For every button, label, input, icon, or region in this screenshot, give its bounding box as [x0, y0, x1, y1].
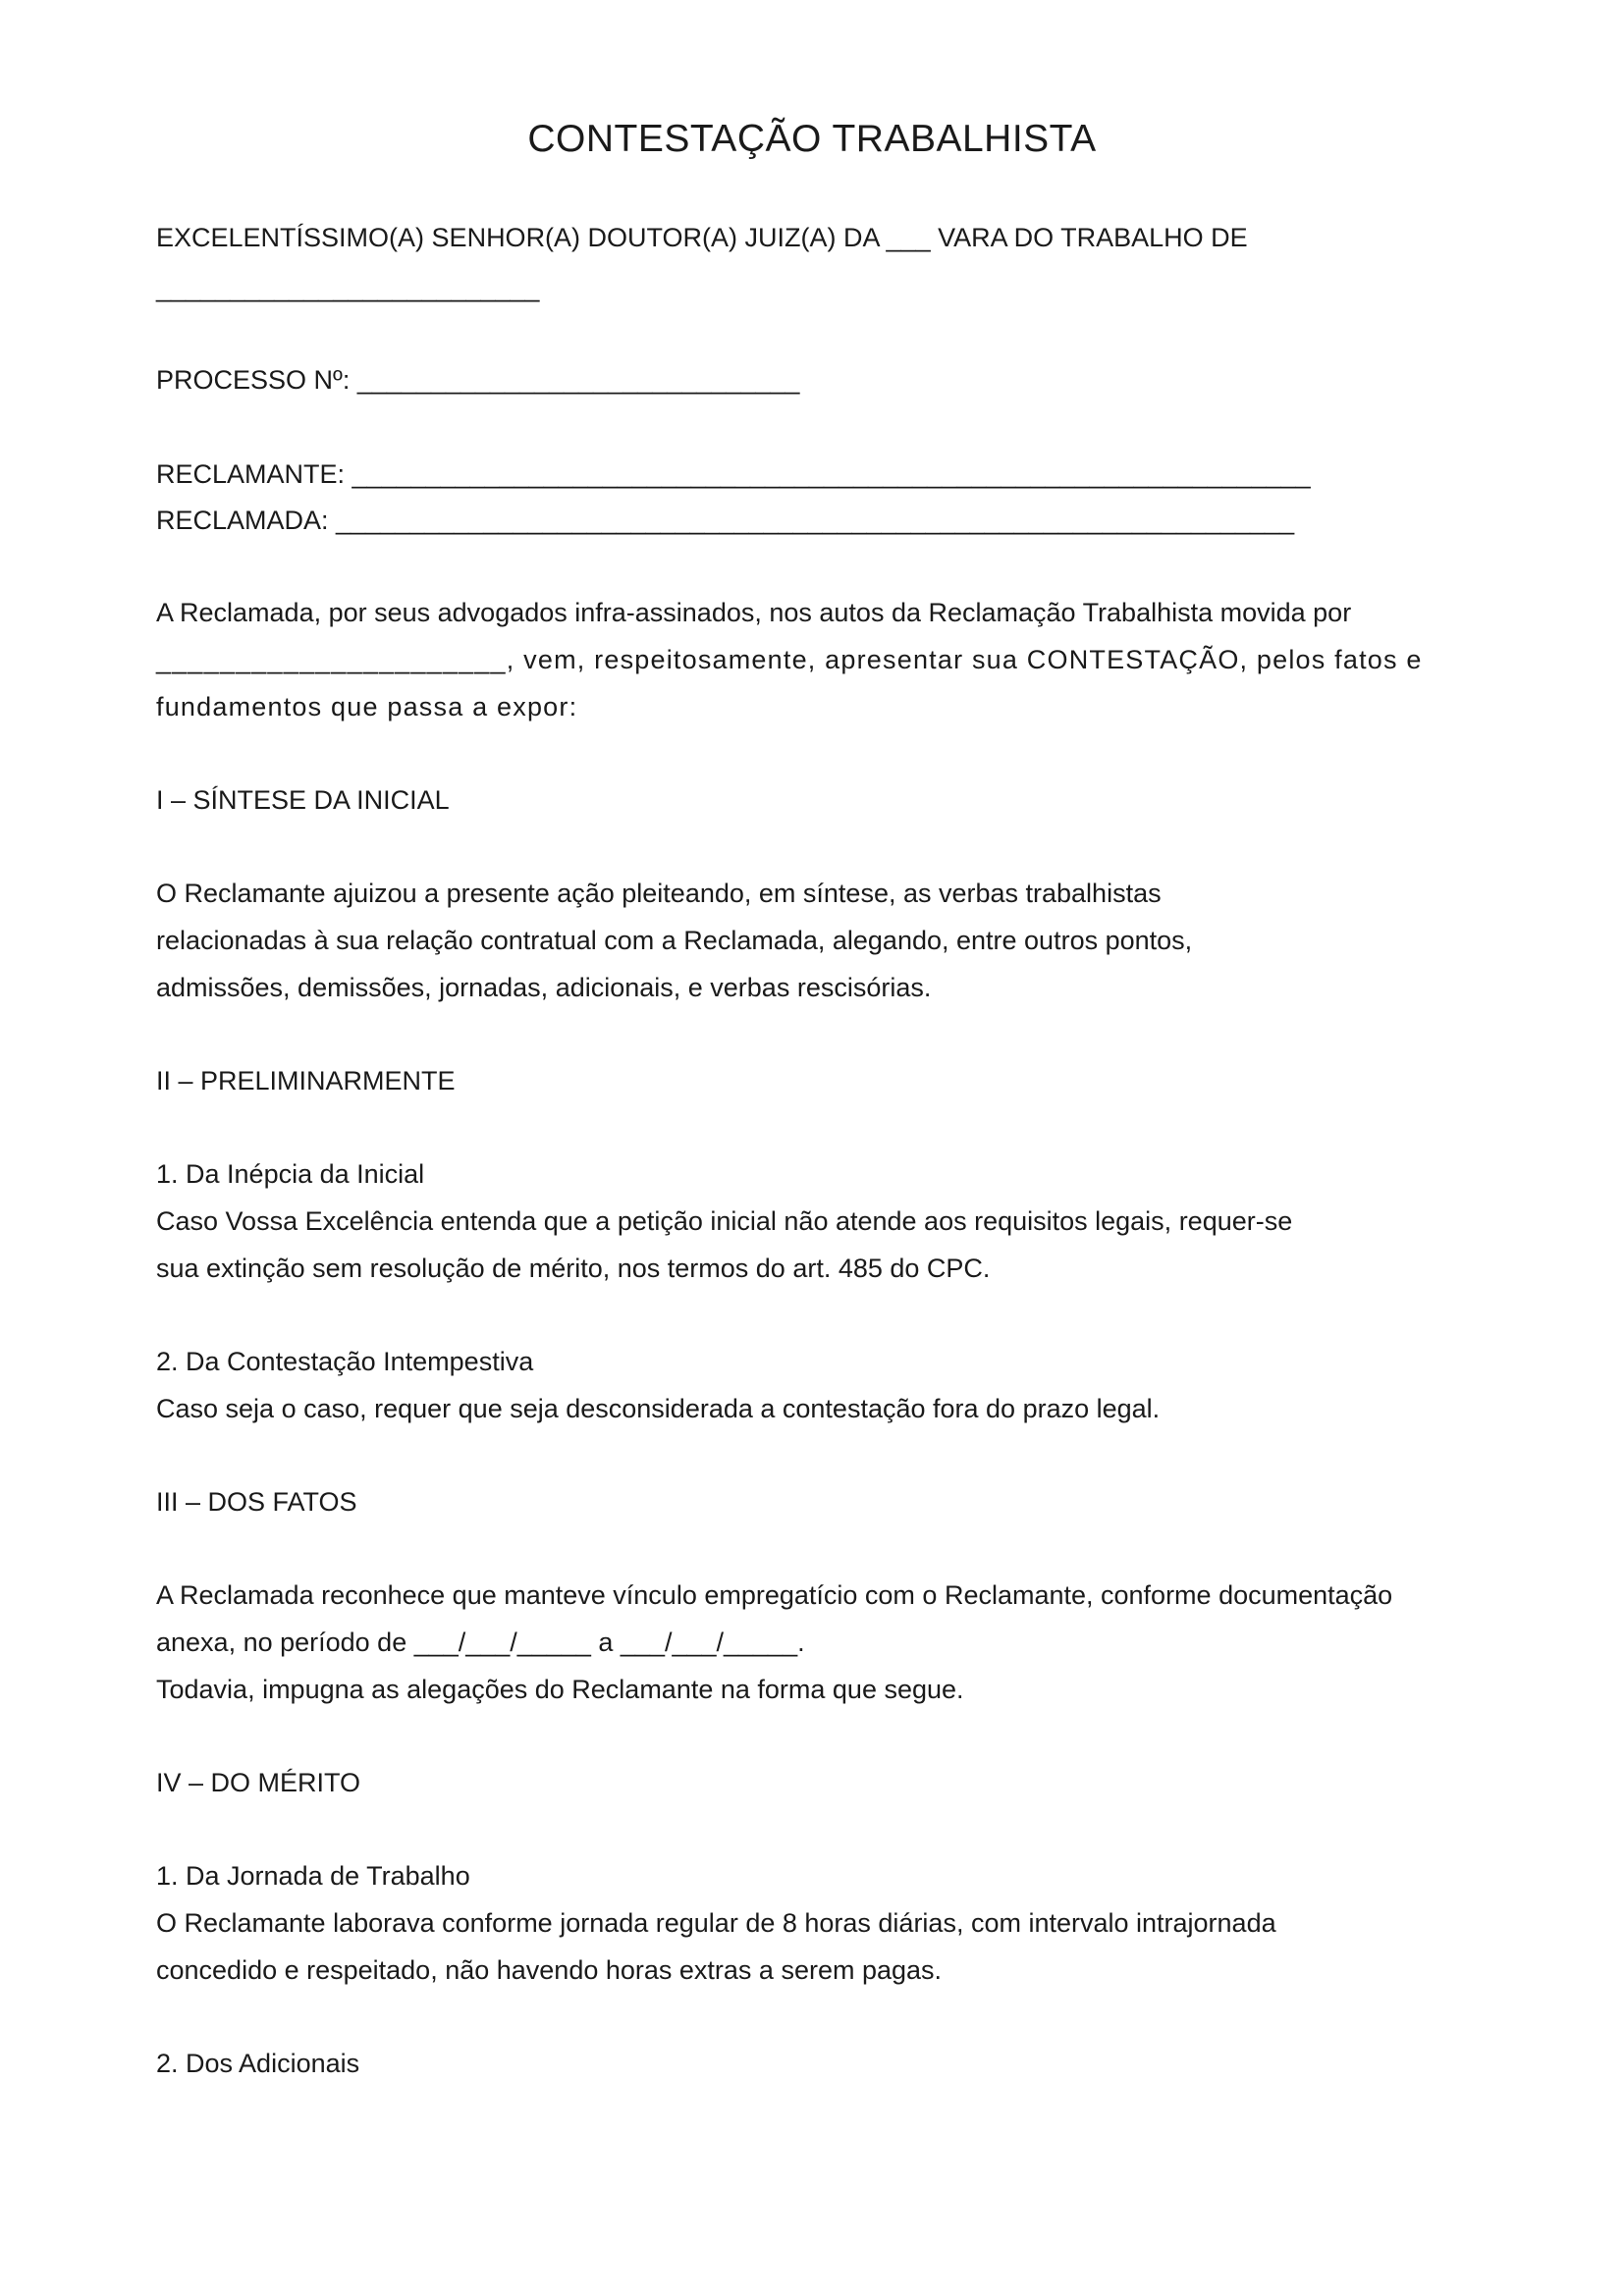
- section-2-item-1-title: 1. Da Inépcia da Inicial: [156, 1159, 425, 1189]
- section-3-line-2: anexa, no período de ___/___/_____ a ___/___/_____.: [156, 1628, 805, 1657]
- section-3-line-3: Todavia, impugna as alegações do Reclamante na forma que segue.: [156, 1675, 964, 1704]
- section-2-item-2-line-1: Caso seja o caso, requer que seja desconsiderada a contestação fora do prazo legal.: [156, 1394, 1161, 1423]
- processo-line: PROCESSO Nº: ______________________________: [156, 365, 800, 395]
- section-2-item-1-line-2: sua extinção sem resolução de mérito, nos termos do art. 485 do CPC.: [156, 1254, 991, 1283]
- reclamante-line: RECLAMANTE: _________________________________________________________________: [156, 459, 1311, 489]
- section-1-line-3: admissões, demissões, jornadas, adicionais, e verbas rescisórias.: [156, 973, 932, 1002]
- section-1-heading: I – SÍNTESE DA INICIAL: [156, 785, 450, 815]
- intro-line-2: ______________________, vem, respeitosamente, apresentar sua CONTESTAÇÃO, pelos fatos e: [156, 645, 1423, 674]
- document-title: CONTESTAÇÃO TRABALHISTA: [527, 118, 1097, 160]
- addressee-line-1: EXCELENTÍSSIMO(A) SENHOR(A) DOUTOR(A) JUIZ(A) DA ___ VARA DO TRABALHO DE: [156, 223, 1248, 252]
- intro-line-1: A Reclamada, por seus advogados infra-assinados, nos autos da Reclamação Trabalhista movida por: [156, 598, 1352, 627]
- reclamada-line: RECLAMADA: _________________________________________________________________: [156, 506, 1295, 535]
- section-1-line-1: O Reclamante ajuizou a presente ação pleiteando, em síntese, as verbas trabalhistas: [156, 879, 1162, 908]
- section-4-heading: IV – DO MÉRITO: [156, 1768, 361, 1797]
- section-2-heading: II – PRELIMINARMENTE: [156, 1066, 456, 1095]
- section-4-item-1-title: 1. Da Jornada de Trabalho: [156, 1861, 470, 1891]
- section-3-line-1: A Reclamada reconhece que manteve vínculo empregatício com o Reclamante, conforme documentação: [156, 1580, 1393, 1610]
- section-4-item-2-title: 2. Dos Adicionais: [156, 2049, 360, 2078]
- section-4-item-1-line-2: concedido e respeitado, não havendo horas extras a serem pagas.: [156, 1955, 943, 1985]
- section-2-item-1-line-1: Caso Vossa Excelência entenda que a petição inicial não atende aos requisitos legais, requer-se: [156, 1206, 1293, 1236]
- addressee-line-2: __________________________: [156, 273, 540, 302]
- section-3-heading: III – DOS FATOS: [156, 1487, 357, 1517]
- section-1-line-2: relacionadas à sua relação contratual com a Reclamada, alegando, entre outros pontos,: [156, 926, 1193, 955]
- section-4-item-1-line-1: O Reclamante laborava conforme jornada regular de 8 horas diárias, com intervalo intrajornada: [156, 1908, 1276, 1938]
- section-2-item-2-title: 2. Da Contestação Intempestiva: [156, 1347, 534, 1376]
- intro-line-3: fundamentos que passa a expor:: [156, 692, 578, 721]
